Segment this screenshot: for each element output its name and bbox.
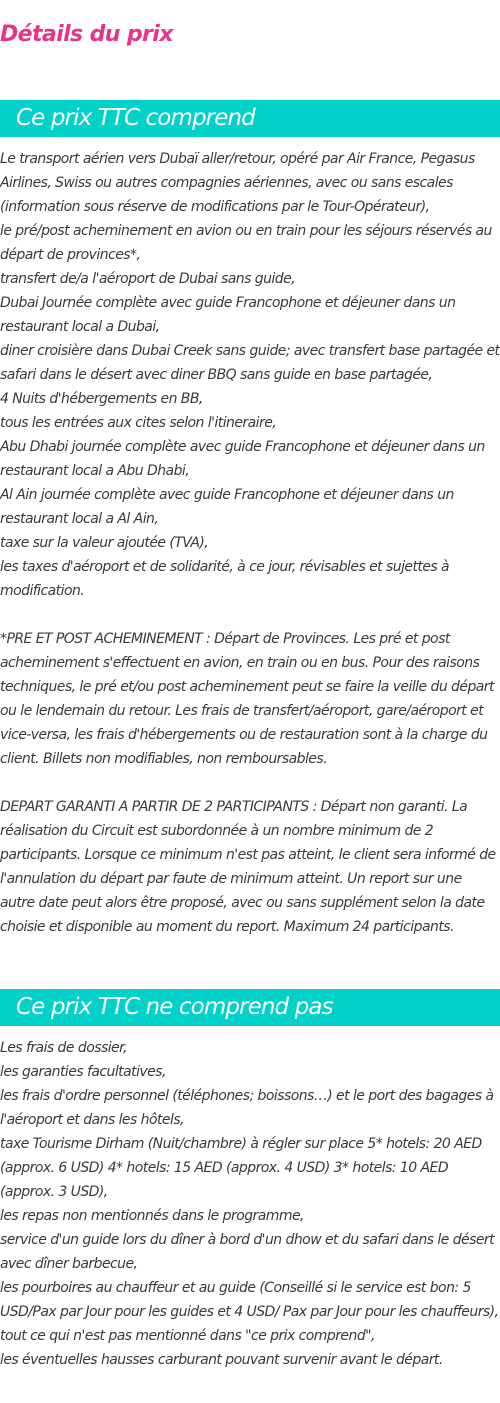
excluded-item: les pourboires au chauffeur et au guide (Conseillé si le service est bon: 5 USD/Pax par Jour pour les guides et 4 USD/ Pax par Jour pour les chauffeurs), — [0, 1280, 499, 1320]
excluded-item: les repas non mentionnés dans le programme, — [0, 1208, 304, 1224]
excluded-item: les éventuelles hausses carburant pouvant survenir avant le départ. — [0, 1352, 443, 1368]
page-title: Détails du prix — [0, 22, 173, 47]
excluded-item: service d'un guide lors du dîner à bord d'un dhow et du safari dans le désert avec dîner barbecue, — [0, 1232, 495, 1272]
excluded-item: les frais d'ordre personnel (téléphones; boissons…) et le port des bagages à l'aéroport et dans les hôtels, — [0, 1088, 494, 1128]
included-item: le pré/post acheminement en avion ou en train pour les séjours réservés au départ de provinces*, — [0, 223, 492, 263]
excluded-heading: Ce prix TTC ne comprend pas — [16, 994, 333, 1020]
depart-garanti-note: DEPART GARANTI A PARTIR DE 2 PARTICIPANTS : Départ non garanti. La réalisation du Circuit est subordonnée à un nombre minimum de 2 participants. Lorsque ce minimum n'est pas atteint, le client sera informé de l'annulation du départ par faute de minimum atteint. Un report sur une autre date peut alors être proposé, avec ou sans supplément selon la date choisie et disponible au moment du report. Maximum 24 participants. — [0, 799, 496, 935]
excluded-item: taxe Tourisme Dirham (Nuit/chambre) à régler sur place 5* hotels: 20 AED (approx. 6 USD) 4* hotels: 15 AED (approx. 4 USD) 3* hotels: 10 AED (approx. 3 USD), — [0, 1136, 482, 1200]
included-item: Dubai Journée complète avec guide Francophone et déjeuner dans un restaurant local a Dubai, — [0, 295, 456, 335]
included-list — [0, 147, 500, 603]
excluded-section-body — [0, 1036, 500, 1372]
excluded-item: Les frais de dossier, — [0, 1040, 127, 1056]
excluded-item: les garanties facultatives, — [0, 1064, 166, 1080]
included-item: 4 Nuits d'hébergements en BB, — [0, 391, 203, 407]
included-section-header — [0, 100, 500, 137]
included-item: transfert de/a l'aéroport de Dubai sans guide, — [0, 271, 296, 287]
pre-post-acheminement-note: *PRE ET POST ACHEMINEMENT : Départ de Provinces. Les pré et post acheminement s'effectuent en avion, en train ou en bus. Pour des raisons techniques, le pré et/ou post acheminement peut se faire la veille du départ ou le lendemain du retour. Les frais de transfert/aéroport, gare/aéroport et vice-versa, les frais d'hébergements ou de restauration sont à la charge du client. Billets non modifiables, non remboursables. — [0, 631, 494, 767]
included-section-body — [0, 147, 500, 939]
included-item: Abu Dhabi journée complète avec guide Francophone et déjeuner dans un restaurant local a Abu Dhabi, — [0, 439, 485, 479]
included-item: tous les entrées aux cites selon l'itineraire, — [0, 415, 277, 431]
included-item: les taxes d'aéroport et de solidarité, à ce jour, révisables et sujettes à modification. — [0, 559, 450, 599]
included-item: Al Ain journée complète avec guide Francophone et déjeuner dans un restaurant local a Al Ain, — [0, 487, 454, 527]
included-item: diner croisière dans Dubai Creek sans guide; avec transfert base partagée et safari dans le désert avec diner BBQ sans guide en base partagée, — [0, 343, 500, 383]
included-item: Le transport aérien vers Dubaï aller/retour, opéré par Air France, Pegasus Airlines, Swiss ou autres compagnies aériennes, avec ou sans escales (information sous réserve de modifications par le Tour-Opérateur), — [0, 151, 475, 215]
included-item: taxe sur la valeur ajoutée (TVA), — [0, 535, 209, 551]
excluded-section-header — [0, 989, 500, 1026]
excluded-list — [0, 1036, 500, 1372]
included-heading: Ce prix TTC comprend — [16, 105, 255, 131]
excluded-item: tout ce qui n'est pas mentionné dans "ce prix comprend", — [0, 1328, 375, 1344]
